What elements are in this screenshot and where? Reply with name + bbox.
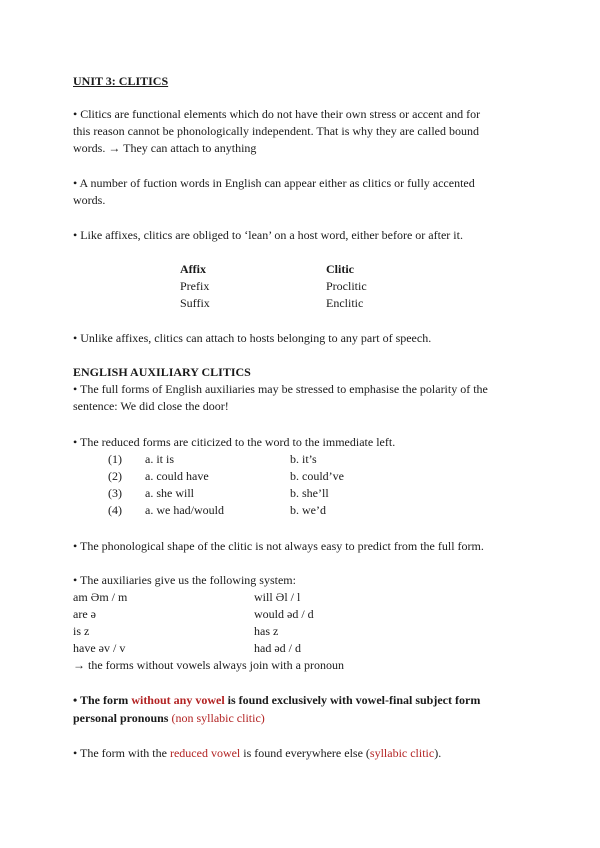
system-left: have əv / v (73, 641, 126, 655)
example-number: (4) (108, 503, 122, 517)
paragraph-10-line-2 (73, 710, 265, 727)
paragraph-8: • The auxiliaries give us the following system: (73, 573, 296, 587)
paragraph-7: • The phonological shape of the clitic is not always easy to predict from the full form. (73, 539, 484, 553)
table-cell-affix: Suffix (180, 296, 210, 310)
table-cell-affix: Prefix (180, 279, 210, 293)
example-clitic-form: b. could’ve (290, 469, 344, 483)
table-head-affix: Affix (180, 262, 206, 276)
system-right: had əd / d (254, 641, 301, 655)
system-left: are ə (73, 607, 96, 621)
example-number: (3) (108, 486, 122, 500)
paragraph-1-line-3: words. → They can attach to anything (73, 141, 257, 155)
paragraph-1-line-2: this reason cannot be phonologically independent. That is why they are called bound (73, 124, 480, 138)
paragraph-1-line-1: • Clitics are functional elements which do not have their own stress or accent and for (73, 107, 481, 121)
example-full-form: a. she will (145, 486, 194, 500)
paragraph-4: • Unlike affixes, clitics can attach to hosts belonging to any part of speech. (73, 331, 432, 345)
paragraph-2-line-2: words. (73, 193, 106, 207)
example-clitic-form: b. we’d (290, 503, 326, 517)
paragraph-2-line-1: • A number of fuction words in English can appear either as clitics or fully accented (73, 176, 475, 190)
system-right: would əd / d (254, 607, 314, 621)
paragraph-11 (73, 745, 441, 762)
highlight-text: reduced vowel (169, 746, 241, 760)
example-full-form: a. it is (145, 452, 174, 466)
table-head-clitic: Clitic (326, 262, 354, 276)
example-full-form: a. we had/would (145, 503, 224, 517)
text-run: is found everywhere else ( (240, 746, 370, 760)
system-right: will Əl / l (254, 590, 301, 604)
example-number: (2) (108, 469, 122, 483)
highlight-text: (non syllabic clitic) (168, 711, 265, 725)
text-run: • The form with the (73, 746, 170, 760)
section-heading: ENGLISH AUXILIARY CLITICS (73, 365, 251, 379)
example-full-form: a. could have (145, 469, 209, 483)
text-run: is found exclusively with vowel-final subject form (224, 693, 481, 707)
system-left: is z (73, 624, 90, 638)
paragraph-5-line-2: sentence: We did close the door! (73, 399, 229, 413)
paragraph-10-line-1 (73, 692, 480, 709)
paragraph-6: • The reduced forms are citicized to the word to the immediate left. (73, 435, 396, 449)
text-run: ). (434, 746, 442, 760)
highlight-text: syllabic clitic (369, 746, 435, 760)
system-left: am Əm / m (73, 590, 128, 604)
text-run: personal pronouns (73, 711, 169, 725)
example-clitic-form: b. it’s (290, 452, 317, 466)
paragraph-5-line-1: • The full forms of English auxiliaries may be stressed to emphasise the polarity of the (73, 382, 488, 396)
text-run: • The form (73, 693, 132, 707)
page-title: UNIT 3: CLITICS (73, 74, 169, 88)
example-number: (1) (108, 452, 122, 466)
system-right: has z (254, 624, 279, 638)
paragraph-3: • Like affixes, clitics are obliged to ‘lean’ on a host word, either before or after it. (73, 228, 463, 242)
example-clitic-form: b. she’ll (290, 486, 329, 500)
table-cell-clitic: Proclitic (326, 279, 367, 293)
table-cell-clitic: Enclitic (326, 296, 364, 310)
highlight-text: without any vowel (131, 693, 225, 707)
paragraph-9: → the forms without vowels always join with a pronoun (73, 658, 344, 672)
